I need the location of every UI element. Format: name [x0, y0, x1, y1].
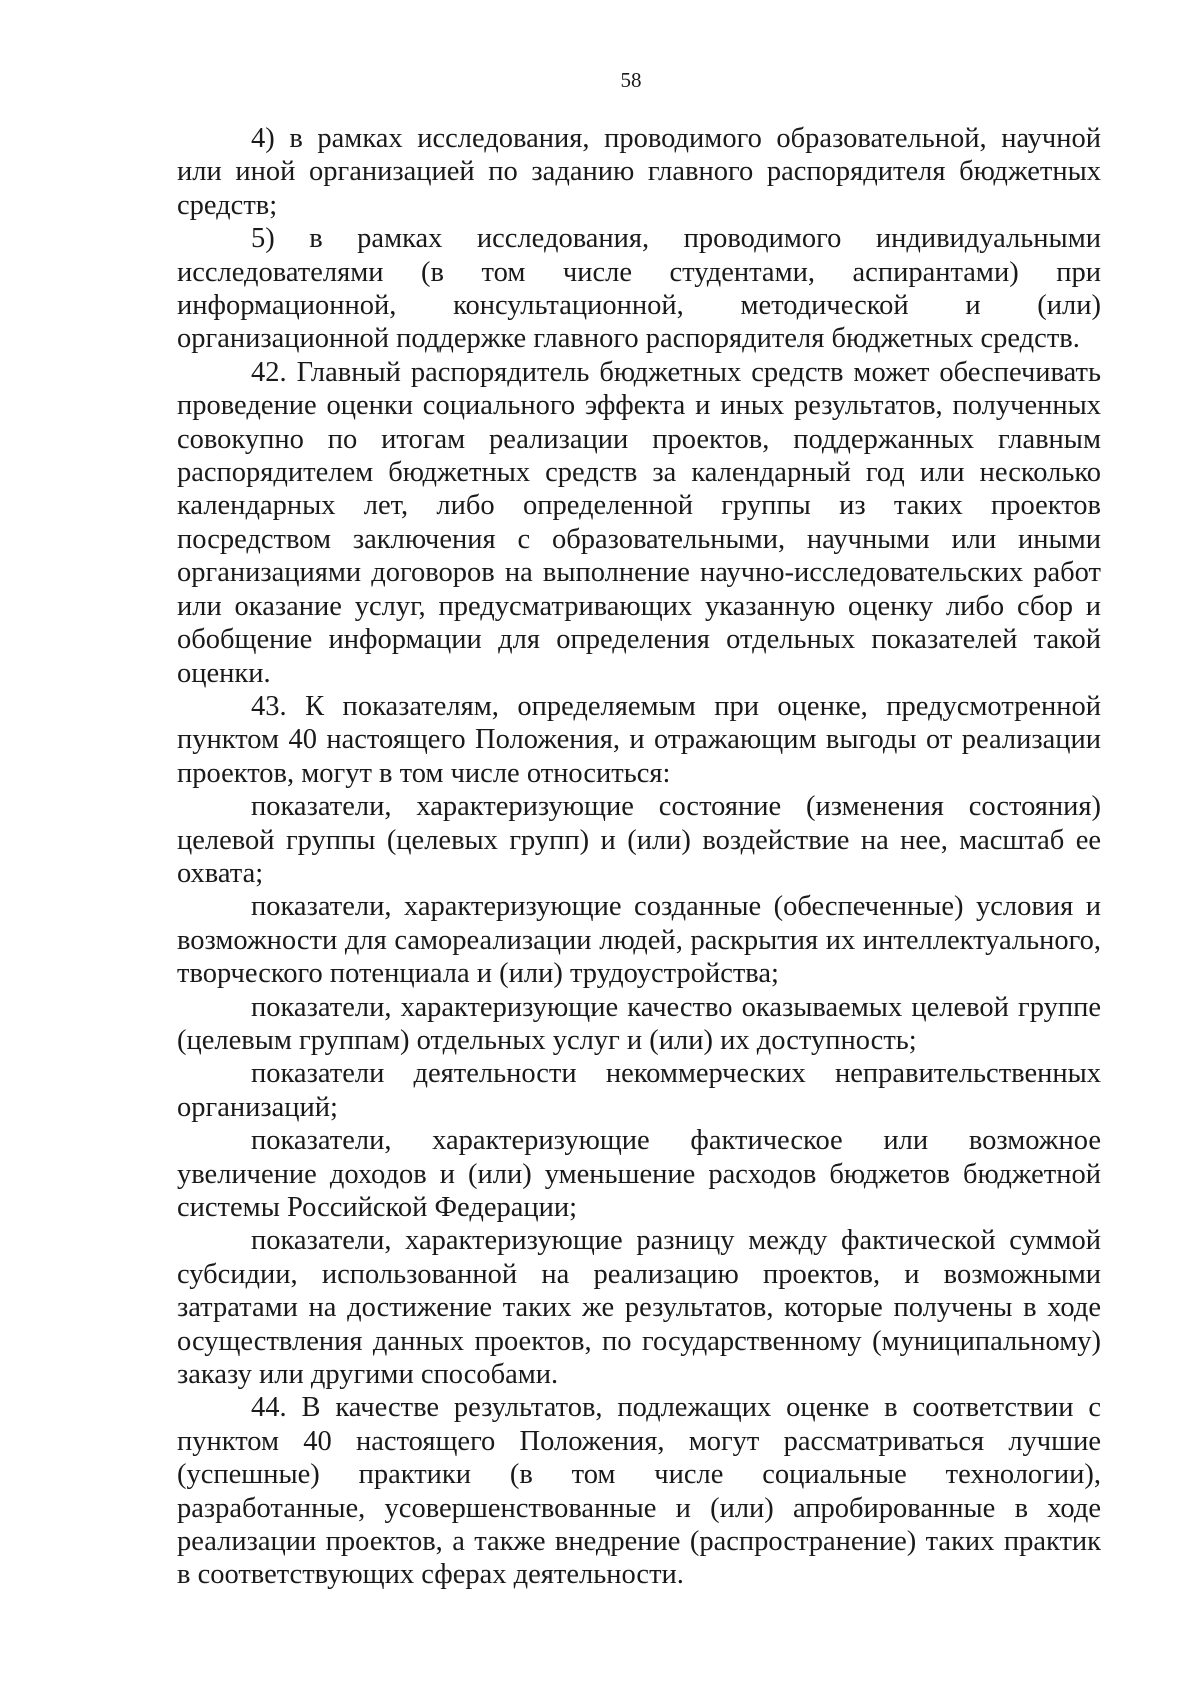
indicator-target-group: показатели, характеризующие состояние (изменения состояния) целевой группы (целевых групп) и (или) воздействие на нее, масштаб ее охвата;	[177, 791, 1101, 889]
paragraph-item-5: 5) в рамках исследования, проводимого индивидуальными исследователями (в том числе студентами, аспирантами) при информационной, консультационной, методической и (или) организационной поддержке главного распорядителя бюджетных средств.	[177, 223, 1101, 355]
indicator-budget-effect: показатели, характеризующие фактическое или возможное увеличение доходов и (или) уменьшение расходов бюджетов бюджетной системы Российской Федерации;	[177, 1125, 1101, 1223]
indicator-service-quality: показатели, характеризующие качество оказываемых целевой группе (целевым группам) отдельных услуг и (или) их доступность;	[177, 991, 1101, 1056]
paragraph-clause-43: 43. К показателям, определяемым при оценке, предусмотренной пунктом 40 настоящего Положения, и отражающим выгоды от реализации проектов, могут в том числе относиться:	[177, 690, 1101, 789]
indicator-subsidy-difference: показатели, характеризующие разницу между фактической суммой субсидии, использованной на реализацию проектов, и возможными затратами на достижение таких же результатов, которые получены в ходе осуществления данных проектов, по государственному (муниципальному) заказу или другими способами.	[177, 1225, 1101, 1391]
document-body	[177, 122, 1101, 1592]
paragraph-clause-42: 42. Главный распорядитель бюджетных средств может обеспечивать проведение оценки социального эффекта и иных результатов, полученных совокупно по итогам реализации проектов, поддержанных главным распорядителем бюджетных средств за календарный год или несколько календарных лет, либо определенной группы из таких проектов посредством заключения с образовательными, научными или иными организациями договоров на выполнение научно-исследовательских работ или оказание услуг, предусматривающих указанную оценку либо сбор и обобщение информации для определения отдельных показателей такой оценки.	[177, 356, 1101, 689]
page-number: 58	[620, 68, 642, 92]
paragraph-clause-44: 44. В качестве результатов, подлежащих оценке в соответствии с пунктом 40 настоящего Положения, могут рассматриваться лучшие (успешные) практики (в том числе социальные технологии), разработанные, усовершенствованные и (или) апробированные в ходе реализации проектов, а также внедрение (распространение) таких практик в соответствующих сферах деятельности.	[177, 1392, 1101, 1591]
paragraph-item-4: 4) в рамках исследования, проводимого образовательной, научной или иной организацией по заданию главного распорядителя бюджетных средств;	[177, 123, 1101, 221]
indicator-ngo-activity: показатели деятельности некоммерческих неправительственных организаций;	[177, 1058, 1101, 1123]
indicator-self-realization: показатели, характеризующие созданные (обеспеченные) условия и возможности для самореализации людей, раскрытия их интеллектуального, творческого потенциала и (или) трудоустройства;	[177, 891, 1101, 990]
